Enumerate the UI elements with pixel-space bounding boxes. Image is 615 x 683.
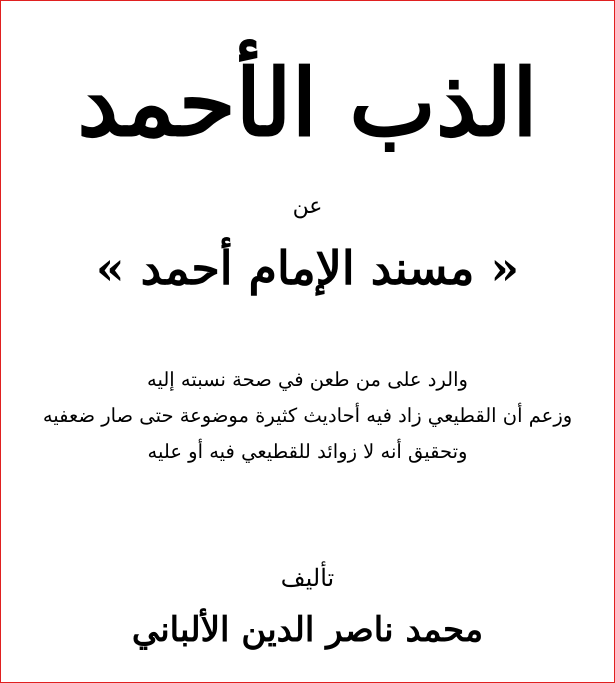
description-line: وزعم أن القطيعي زاد فيه أحاديث كثيرة موضوعة حتى صار ضعفيه (42, 404, 573, 427)
description-line: وتحقيق أنه لا زوائد للقطيعي فيه أو عليه (147, 440, 468, 463)
connector-word: عن (292, 194, 323, 219)
book-title: الذب الأحمد (77, 49, 538, 157)
authorship-label: تأليف (280, 564, 335, 592)
author-name: محمد ناصر الدين الألباني (131, 610, 484, 650)
description-line: والرد على من طعن في صحة نسبته إليه (147, 368, 468, 391)
book-subtitle: « مسند الإمام أحمد » (95, 241, 520, 295)
